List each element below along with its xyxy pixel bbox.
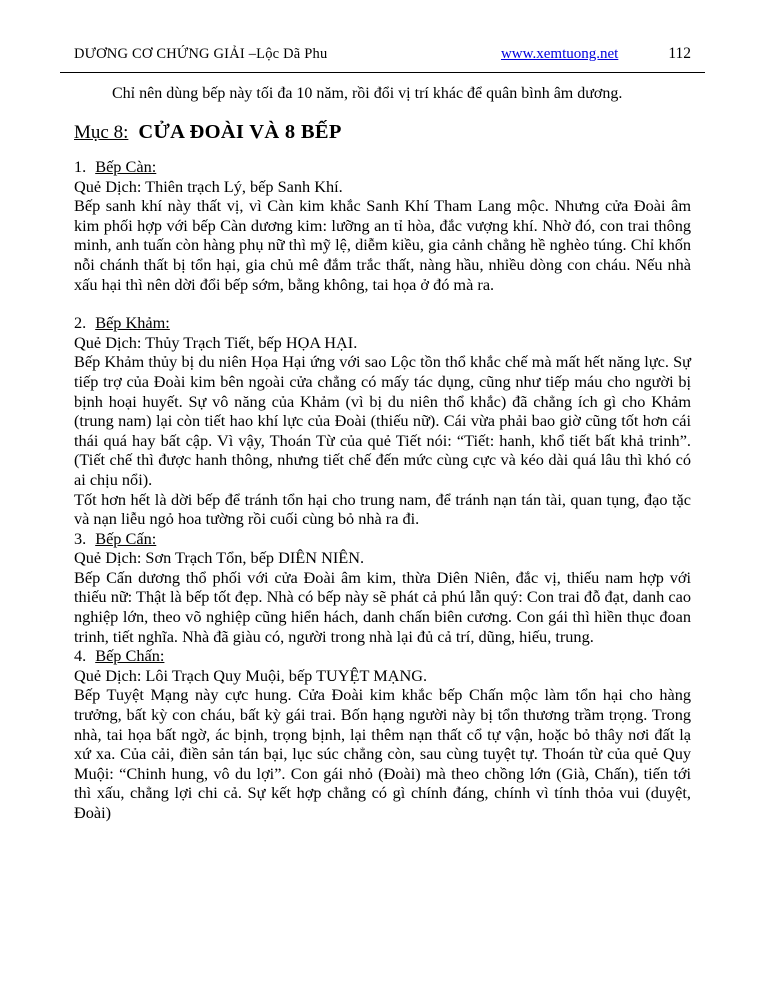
page-number: 112 [668, 45, 691, 62]
section-number: 4. [74, 646, 87, 666]
section-name: Bếp Chấn: [95, 646, 165, 666]
que-dich-line: Quẻ Dịch: Sơn Trạch Tổn, bếp DIÊN NIÊN. [74, 548, 365, 568]
section-heading-label: Mục 8: [74, 122, 129, 143]
page-header [74, 45, 691, 63]
section-title [74, 646, 691, 666]
section-1-bep-can [74, 157, 691, 294]
section-title [74, 529, 691, 549]
section-4-bep-chan [74, 646, 691, 822]
section-paragraph: Tốt hơn hết là dời bếp để tránh tổn hại cho trung nam, để tránh nạn tán tài, quan tụng, đạo tặc và nạn liễu ngỏ hoa tường rồi cuối cùng bỏ nhà ra đi. [74, 489, 691, 529]
que-dich-line: Quẻ Dịch: Thủy Trạch Tiết, bếp HỌA HẠI. [74, 332, 358, 352]
section-paragraph: Bếp Cấn dương thổ phối với cửa Đoài âm kim, thừa Diên Niên, đắc vị, thiếu nam hợp với thiếu nữ: Thật là bếp tốt đẹp. Nhà có bếp này sẽ phát cả phú lẫn quý: Con trai đỗ đạt, danh cao nghiệp lớn, theo võ nghiệp cũng hiển hách, danh chấn biên cương. Con gái thì hiền thục đoan trinh, tiết nghĩa. Nhà đã giàu có, người trong nhà lại đủ cả trí, dũng, hiếu, trung. [74, 567, 691, 646]
intro-paragraph: Chỉ nên dùng bếp này tối đa 10 năm, rồi đổi vị trí khác để quân bình âm dương. [112, 85, 623, 102]
section-paragraph: Bếp Tuyệt Mạng này cực hung. Cửa Đoài kim khắc bếp Chấn mộc làm tổn hại cho hàng trưởng, bất kỳ con cháu, bất kỳ gái trai. Bốn hạng người này bị tổn thương trầm trọng. Trong nhà, tai họa bất ngờ, ác bịnh, trọng bịnh, lại thêm nạn thất cổ tự vận, hoặc bỏ thây nơi đất lạ xứ xa. Của cải, điền sản tán bại, lục súc chẳng còn, sau cùng tuyệt tự. Thoán từ của quẻ Quy Muội: “Chinh hung, vô du lợi”. Con gái nhỏ (Đoài) mà theo chồng lớn (Già, Chấn), tiến tới thì xấu, chẳng lợi chi cả. Sự kết hợp chẳng có gì chính đáng, chính vì tính thỏa vui (duyệt, Đoài) [74, 685, 691, 822]
section-number: 2. [74, 313, 87, 333]
que-dich-line: Quẻ Dịch: Lôi Trạch Quy Muội, bếp TUYỆT MẠNG. [74, 665, 428, 685]
section-title [74, 157, 691, 177]
header-divider [60, 72, 705, 73]
section-3-bep-can [74, 529, 691, 647]
section-paragraph: Bếp Khảm thủy bị du niên Họa Hại ứng với sao Lộc tồn thổ khắc chế mà mất hết năng lực. Sự tiếp trợ của Đoài kim bên ngoài cửa chẳng có mấy tác dụng, cũng như tiếp máu cho người bị bịnh hoại huyết. Sự vô năng của Khảm (vì bị du niên thổ khắc) đã chẳng ích gì cho Khảm (trung nam) lại còn tiết hao khí lực của Đoài (thiếu nữ). Cái vừa phải bao giờ cũng tốt hơn cái thái quá hay bất cập. Vì vậy, Thoán Từ của quẻ Tiết nói: “Tiết: hanh, khổ tiết bất khả trinh”. (Tiết chế thì được hanh thông, nhưng tiết chế đến mức cùng cực và kéo dài quá lâu thì khó có ai chịu nổi). [74, 352, 691, 489]
section-heading [74, 121, 691, 144]
section-paragraph: Bếp sanh khí này thất vị, vì Càn kim khắc Sanh Khí Tham Lang mộc. Nhưng cửa Đoài âm kim phối hợp với bếp Càn dương kim: lưỡng an tỉ hòa, đắc vượng khí. Nhờ đó, con trai thông minh, anh tuấn còn hàng phụ nữ thì mỹ lệ, diễm kiều, gia cảnh chẳng hề nghèo túng. Chỉ khốn nỗi chánh thất bị tổn hại, gia chủ mê đắm trắc thất, nàng hầu, nhiều dòng con cháu. Nếu nhà xấu hại thì nên dời đổi bếp sớm, bằng không, tai họa ở đó mà ra. [74, 196, 691, 294]
section-heading-title: CỬA ĐOÀI VÀ 8 BẾP [138, 121, 342, 143]
que-dich-line: Quẻ Dịch: Thiên trạch Lý, bếp Sanh Khí. [74, 176, 343, 196]
section-name: Bếp Càn: [95, 157, 157, 176]
header-right [501, 45, 691, 63]
section-number: 1. [74, 157, 87, 176]
header-link[interactable]: www.xemtuong.net [500, 46, 619, 62]
header-title: DƯƠNG CƠ CHỨNG GIẢI –Lộc Dã Phu [74, 46, 328, 62]
section-2-bep-kham [74, 313, 691, 529]
section-name: Bếp Cấn: [95, 528, 157, 548]
section-number: 3. [74, 528, 87, 548]
document-content [74, 157, 691, 823]
section-title [74, 313, 691, 333]
section-name: Bếp Khảm: [95, 313, 170, 333]
